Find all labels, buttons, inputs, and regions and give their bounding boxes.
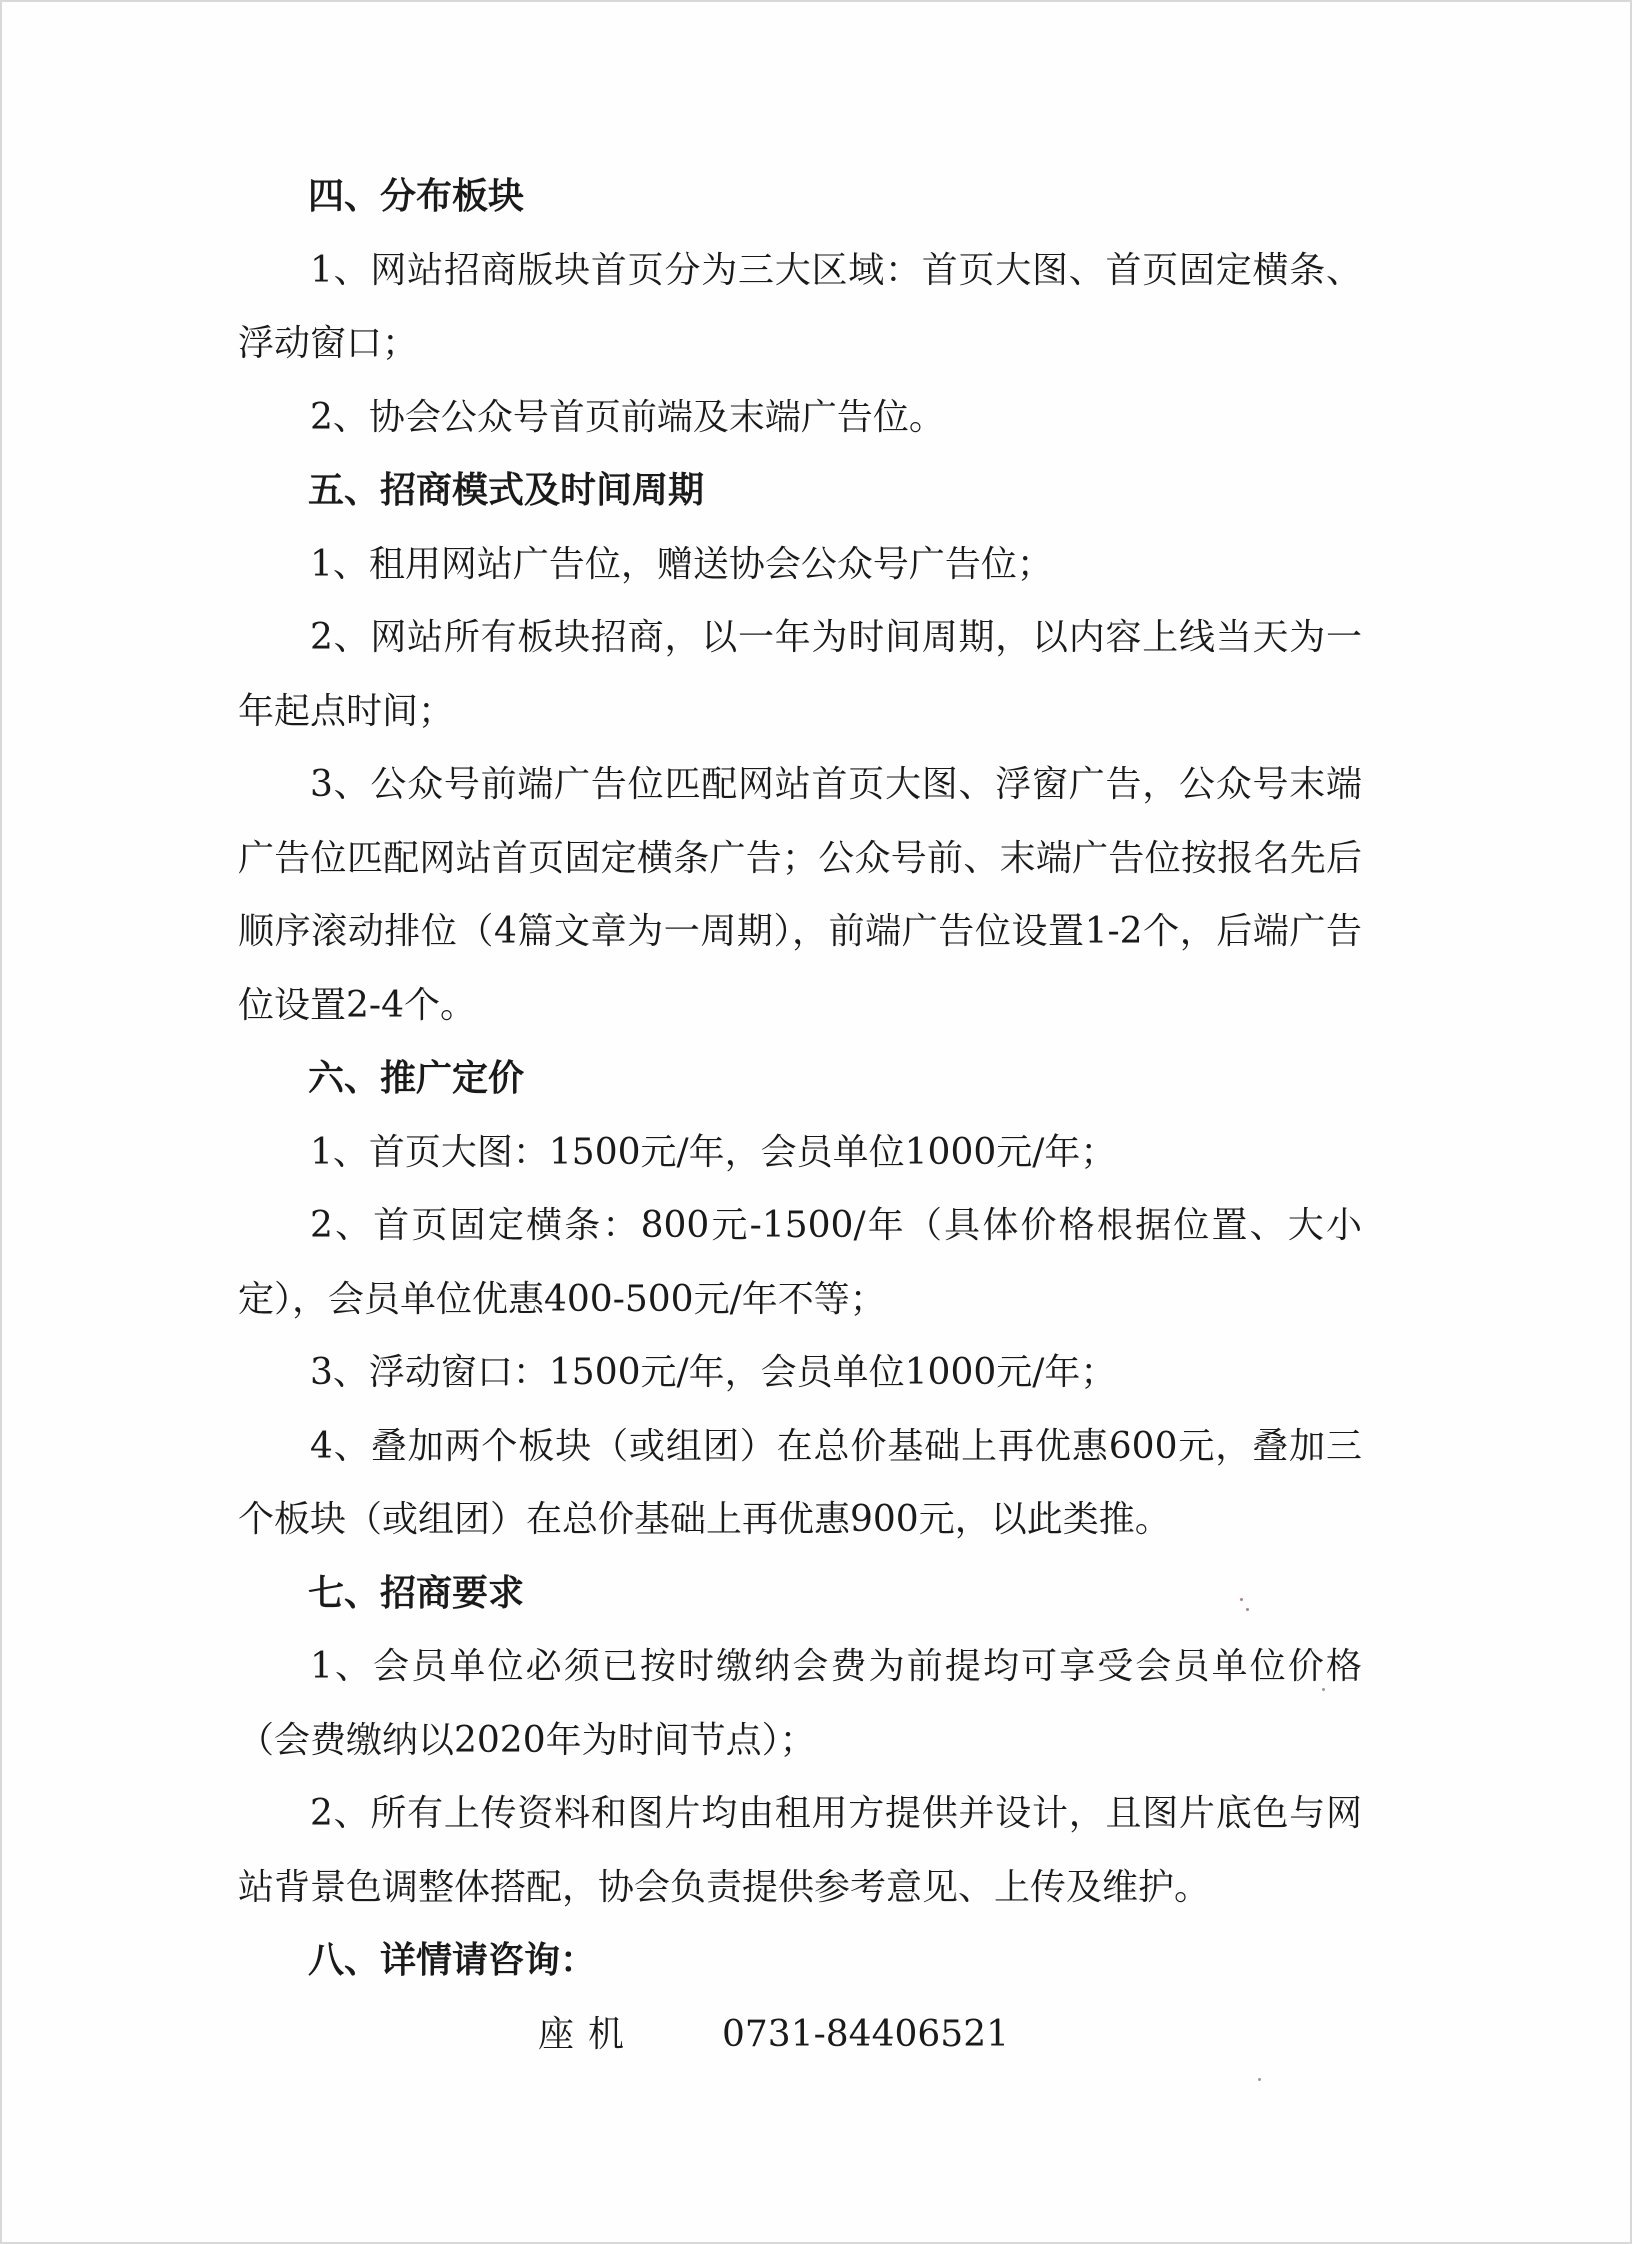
contact-line	[238, 1998, 1362, 2072]
section-heading-pricing: 六、推广定价	[308, 1058, 525, 1099]
section-heading-model: 五、招商模式及时间周期	[308, 470, 705, 511]
pricing-item-3: 3、浮动窗口：1500元/年，会员单位1000元/年；	[310, 1352, 1117, 1393]
distribution-item-2: 2、协会公众号首页前端及末端广告位。	[310, 396, 945, 438]
model-item-2: 2、网站所有板块招商，以一年为时间周期，以内容上线当天为一年起点时间；	[238, 617, 1362, 732]
section-heading-requirements: 七、招商要求	[308, 1572, 525, 1614]
requirements-item-1: 1、会员单位必须已按时缴纳会费为前提均可享受会员单位价格（会费缴纳以2020年为时间节点）；	[238, 1646, 1362, 1761]
scan-speck	[1322, 1688, 1325, 1691]
pricing-item-2: 2、首页固定横条：800元-1500/年（具体价格根据位置、大小定），会员单位优惠400-500元/年不等；	[238, 1205, 1362, 1320]
section-heading-distribution: 四、分布板块	[308, 176, 525, 217]
pricing-item-4: 4、叠加两个板块（或组团）在总价基础上再优惠600元，叠加三个板块（或组团）在总价基础上再优惠900元，以此类推。	[238, 1425, 1362, 1540]
requirements-item-2: 2、所有上传资料和图片均由租用方提供并设计，且图片底色与网站背景色调整体搭配，协会负责提供参考意见、上传及维护。	[238, 1793, 1362, 1908]
contact-phone: 0731-84406521	[722, 2013, 1010, 2055]
distribution-item-1: 1、网站招商版块首页分为三大区域：首页大图、首页固定横条、浮动窗口；	[238, 249, 1362, 364]
pricing-item-1: 1、首页大图：1500元/年，会员单位1000元/年；	[310, 1131, 1117, 1173]
model-item-1: 1、租用网站广告位，赠送协会公众号广告位；	[310, 543, 1053, 585]
scan-speck	[1246, 1608, 1249, 1611]
model-item-3: 3、公众号前端广告位匹配网站首页大图、浮窗广告，公众号末端广告位匹配网站首页固定横条广告；公众号前、末端广告位按报名先后顺序滚动排位（4篇文章为一周期），前端广告位设置1-2个，后端广告位设置2-4个。	[238, 764, 1362, 1026]
document-body	[238, 160, 1362, 2071]
scan-speck	[1240, 1598, 1243, 1601]
contact-label: 座机	[538, 2013, 639, 2055]
section-heading-contact: 八、详情请咨询：	[308, 1940, 597, 1981]
scan-speck	[1258, 2078, 1261, 2081]
